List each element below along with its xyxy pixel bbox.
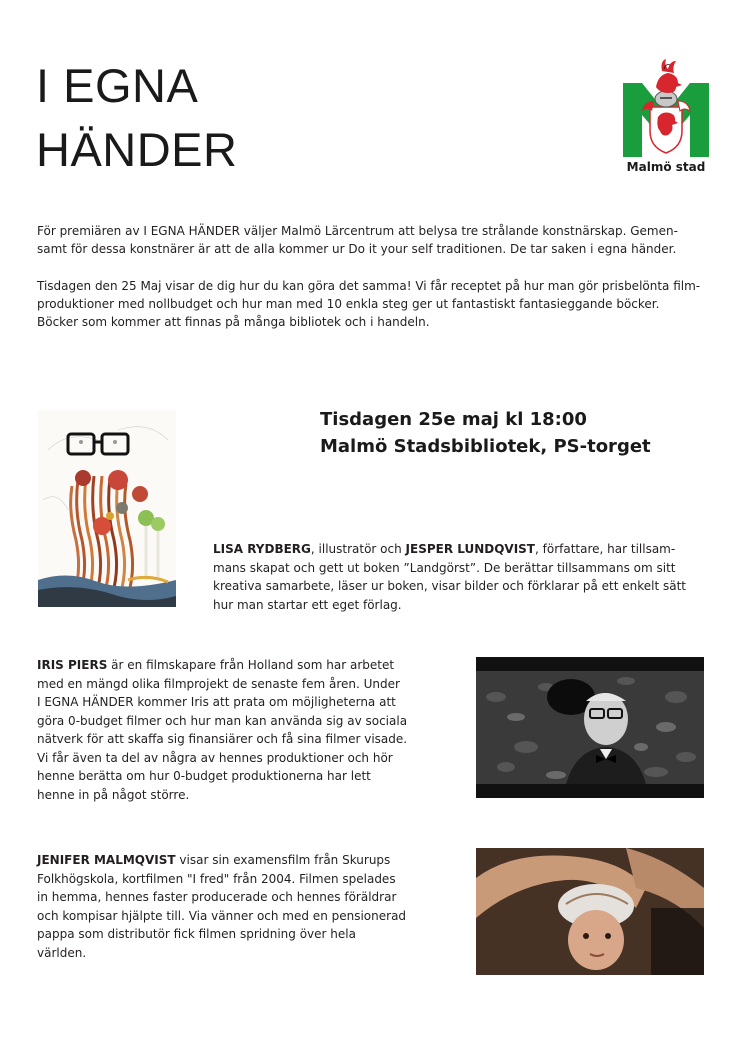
jesper-name: JESPER LUNDQVIST [405, 542, 535, 556]
intro-paragraph-2 [37, 277, 711, 331]
jenifer-paragraph [37, 851, 406, 962]
lisa-name: LISA RYDBERG [213, 542, 311, 556]
event-time: Tisdagen 25e maj kl 18:00 [320, 409, 587, 430]
iris-first-line [37, 656, 407, 675]
jenifer-line: in hemma, hennes faster producerade och hennes föräldrar [37, 890, 397, 904]
film-still-iris-image [476, 657, 704, 798]
lisa-tail-text: , författare, har tillsam- [535, 542, 676, 556]
jenifer-line: och kompisar hjälpte till. Via vänner och med en pensionerad [37, 908, 407, 923]
iris-line: med en mängd olika filmprojekt de senaste fem åren. Under [37, 676, 400, 691]
jenifer-line: pappa som distributör fick filmen spridning över hela [37, 927, 356, 941]
jenifer-line: världen. [37, 945, 87, 960]
lisa-first-line [213, 540, 686, 559]
lisa-line: kreativa samarbete, läser ur boken, visar bilder och förklarar på ett enkelt sätt [213, 579, 686, 593]
lisa-mid-text: , illustratör och [310, 542, 406, 556]
intro-p2-line: Tisdagen den 25 Maj visar de dig hur du kan göra det samma! Vi får receptet på hur man gör prisbelönta film- [37, 279, 701, 293]
page-title-line-2: HÄNDER [36, 123, 238, 176]
iris-line: nätverk för att skaffa sig finansiärer och få sina filmer visade. [37, 732, 408, 746]
iris-paragraph [37, 656, 407, 804]
jenifer-first-line [37, 851, 406, 870]
intro-paragraph-1 [37, 222, 711, 258]
logo-text: Malmö stad [626, 160, 706, 174]
intro-p2-line: Böcker som kommer att finnas på många bibliotek och i handeln. [37, 315, 430, 329]
lisa-jesper-paragraph [213, 540, 686, 614]
malmo-coat-of-arms-icon [620, 57, 712, 157]
iris-line: göra 0-budget filmer och hur man kan använda sig av sociala [37, 713, 408, 728]
intro-p1-line: För premiären av I EGNA HÄNDER väljer Malmö Lärcentrum att belysa tre strålande konstnärskap. Gemen- [37, 224, 678, 238]
intro-p2-line: produktioner med nollbudget och hur man med 10 enkla steg ger ut fantastiskt fantasieggande böcker. [37, 297, 660, 311]
iris-line: Vi får även ta del av några av hennes produktioner och hör [37, 750, 393, 765]
jenifer-name: JENIFER MALMQVIST [37, 853, 176, 867]
iris-line: henne berätta om hur 0-budget produktionerna har lett [37, 769, 371, 783]
lisa-line: mans skapat och gett ut boken ”Landgörst”. De berättar tillsammans om sitt [213, 560, 676, 575]
intro-p1-line: samt för dessa konstnärer är att de alla kommer ur Do it your self traditionen. De tar saken i egna händer. [37, 242, 677, 256]
event-place: Malmö Stadsbibliotek, PS-torget [320, 436, 651, 457]
jenifer-line: Folkhögskola, kortfilmen "I fred" från 2004. Filmen spelades [37, 871, 396, 886]
iris-first-tail: är en filmskapare från Holland som har arbetet [107, 658, 395, 672]
page-title-line-1: I EGNA [36, 59, 199, 112]
iris-line: henne in på något större. [37, 787, 190, 802]
book-illustration-image [38, 410, 176, 607]
lisa-line: hur man startar ett eget förlag. [213, 597, 402, 612]
iris-name: IRIS PIERS [37, 658, 108, 672]
jenifer-first-tail: visar sin examensfilm från Skurups [175, 853, 391, 867]
malmo-stad-logo [620, 57, 712, 179]
iris-line: I EGNA HÄNDER kommer Iris att prata om möjligheterna att [37, 695, 396, 709]
film-still-jenifer-image [476, 848, 704, 975]
